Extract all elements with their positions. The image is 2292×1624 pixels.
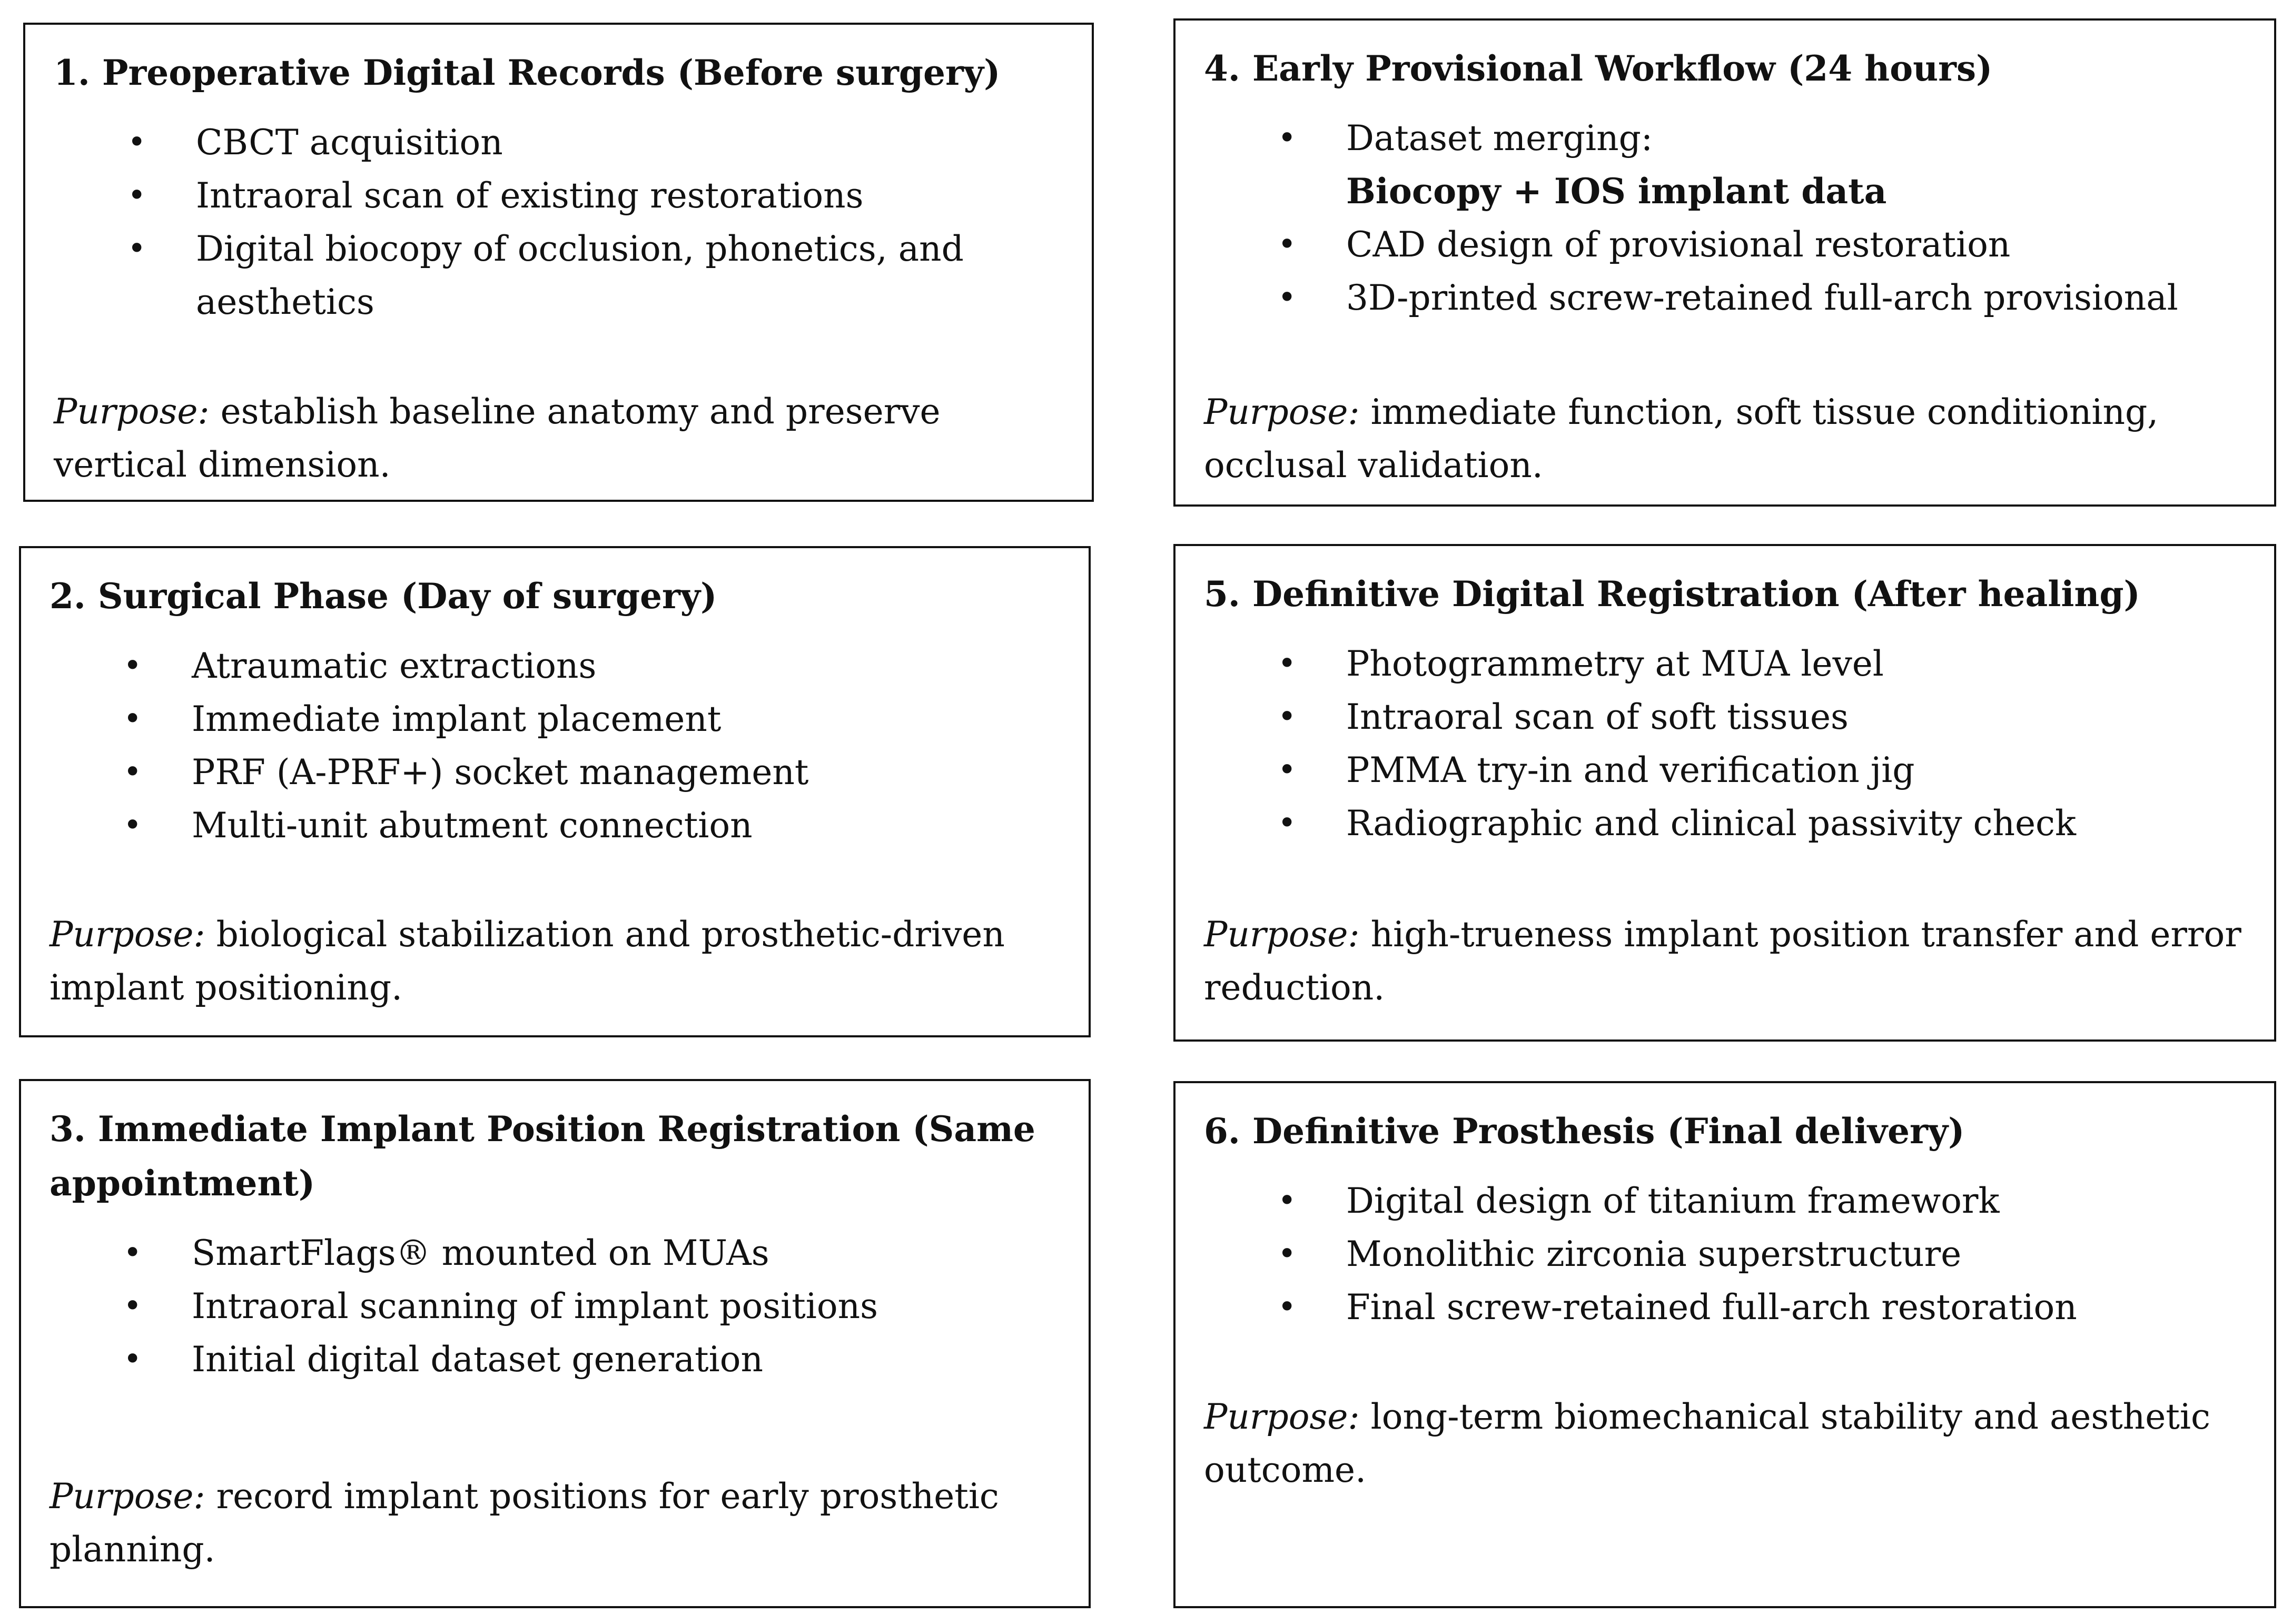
bullet-icon: • (1278, 226, 1297, 263)
phase-purpose (1204, 908, 2251, 1014)
bullet-icon: • (1278, 279, 1297, 316)
phase-title: 2. Surgical Phase (Day of surgery) (50, 576, 717, 617)
bullet-icon: • (127, 230, 146, 267)
list-item (1204, 637, 2251, 690)
list-item (54, 169, 1069, 222)
list-item (1204, 797, 2251, 850)
list-item-text: Radiographic and clinical passivity check (1346, 803, 2076, 844)
bullet-icon: • (1278, 1182, 1297, 1219)
bullet-icon: • (127, 177, 146, 214)
bullet-icon: • (1278, 120, 1297, 156)
list-item-text: SmartFlags® mounted on MUAs (192, 1233, 769, 1273)
phase-box-5 (1173, 544, 2276, 1042)
list-item (54, 222, 1069, 329)
list-item-text: PMMA try-in and verification jig (1346, 750, 1915, 790)
bullet-icon: • (123, 807, 142, 844)
phase-title: 5. Definitive Digital Registration (After healing) (1204, 573, 2140, 615)
list-item-text: Digital biocopy of occlusion, phonetics, and aesthetics (196, 229, 964, 322)
phase-title: 6. Definitive Prosthesis (Final delivery) (1204, 1111, 1965, 1152)
list-item-text: Digital design of titanium framework (1346, 1181, 2000, 1221)
list-item (1204, 690, 2251, 744)
phase-item-list (1204, 1174, 2251, 1334)
list-item-text: Intraoral scan of existing restorations (196, 175, 864, 216)
purpose-label: Purpose: (50, 914, 205, 955)
purpose-label: Purpose: (54, 391, 210, 432)
bullet-icon: • (123, 1234, 142, 1271)
purpose-text: establish baseline anatomy and preserve vertical dimension. (54, 391, 941, 485)
phase-purpose (1204, 385, 2251, 492)
bullet-icon: • (127, 124, 146, 161)
phase-title: 3. Immediate Implant Position Registration (Same appointment) (50, 1108, 1035, 1204)
phase-purpose (50, 1470, 1065, 1576)
list-item (1204, 112, 2251, 218)
list-item-text: Atraumatic extractions (192, 646, 597, 686)
list-item (50, 799, 1065, 852)
bullet-icon: • (1278, 805, 1297, 841)
purpose-text: record implant positions for early prosthetic planning. (50, 1476, 999, 1570)
purpose-text: biological stabilization and prosthetic-driven implant positioning. (50, 914, 1005, 1008)
purpose-label: Purpose: (1204, 914, 1360, 955)
purpose-text: long-term biomechanical stability and aesthetic outcome. (1204, 1397, 2210, 1490)
purpose-label: Purpose: (1204, 392, 1360, 432)
list-item-text: Intraoral scan of soft tissues (1346, 697, 1849, 737)
purpose-text: high-trueness implant position transfer and error reduction. (1204, 914, 2241, 1008)
bullet-icon: • (123, 754, 142, 790)
bullet-icon: • (1278, 751, 1297, 788)
phase-purpose (1204, 1390, 2251, 1497)
list-item (1204, 1281, 2251, 1334)
purpose-label: Purpose: (50, 1476, 205, 1517)
list-item-text: Immediate implant placement (192, 699, 722, 739)
phase-purpose (54, 385, 1069, 491)
phase-box-3 (19, 1079, 1091, 1608)
bullet-icon: • (123, 1341, 142, 1378)
phase-title: 1. Preoperative Digital Records (Before surgery) (54, 52, 1001, 93)
list-item-text: Dataset merging: (1346, 118, 1653, 159)
list-item (50, 692, 1065, 746)
list-item-text: Intraoral scanning of implant positions (192, 1286, 878, 1326)
list-item-text: Monolithic zirconia superstructure (1346, 1234, 1962, 1274)
phase-item-list (50, 639, 1065, 852)
phase-purpose (50, 908, 1065, 1014)
list-item (1204, 1227, 2251, 1281)
list-item (54, 116, 1069, 169)
list-item (1204, 218, 2251, 271)
list-item (50, 1333, 1065, 1386)
list-item-text: CBCT acquisition (196, 122, 503, 163)
phase-item-list (1204, 112, 2251, 324)
purpose-label: Purpose: (1204, 1397, 1360, 1437)
list-item-text: Photogrammetry at MUA level (1346, 643, 1884, 684)
list-item (1204, 1174, 2251, 1227)
bullet-icon: • (123, 700, 142, 737)
phase-item-list (50, 1226, 1065, 1386)
phase-item-list (1204, 637, 2251, 850)
bullet-icon: • (123, 1288, 142, 1324)
list-item (50, 1280, 1065, 1333)
list-item-text: 3D-printed screw-retained full-arch provisional (1346, 278, 2178, 318)
bullet-icon: • (123, 647, 142, 684)
bullet-icon: • (1278, 1289, 1297, 1325)
list-item (50, 1226, 1065, 1280)
phase-box-2 (19, 546, 1091, 1037)
list-item-text: Multi-unit abutment connection (192, 805, 753, 846)
list-item (50, 746, 1065, 799)
list-item-subtext: Biocopy + IOS implant data (1346, 171, 1887, 212)
list-item (1204, 744, 2251, 797)
phase-box-1 (23, 23, 1094, 502)
phase-item-list (54, 116, 1069, 329)
list-item-text: Final screw-retained full-arch restoration (1346, 1287, 2077, 1328)
bullet-icon: • (1278, 645, 1297, 682)
list-item-text: PRF (A-PRF+) socket management (192, 752, 809, 793)
phase-box-4 (1173, 18, 2276, 507)
list-item (1204, 271, 2251, 324)
bullet-icon: • (1278, 698, 1297, 735)
list-item (50, 639, 1065, 692)
purpose-text: immediate function, soft tissue conditioning, occlusal validation. (1204, 392, 2159, 486)
list-item-text: CAD design of provisional restoration (1346, 224, 2011, 265)
phase-box-6 (1173, 1081, 2276, 1608)
list-item-text: Initial digital dataset generation (192, 1339, 763, 1380)
bullet-icon: • (1278, 1235, 1297, 1272)
phase-title: 4. Early Provisional Workflow (24 hours) (1204, 48, 1993, 89)
